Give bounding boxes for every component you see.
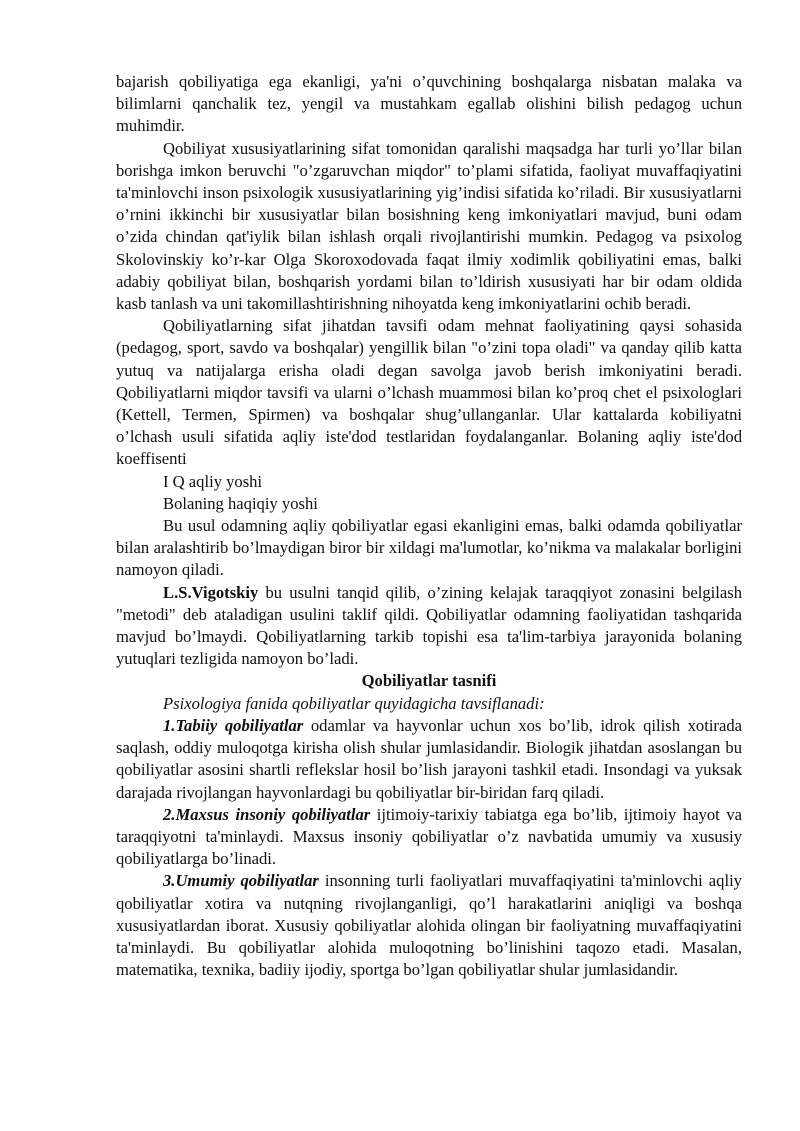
list-item-3-text: insonning turli faoliyatlari muvaffaqiyatini ta'minlovchi aqliy qobiliyatlar xotira va nutqning rivojlanganligi, qo’l harakatlarini aniqligi va boshqa xususiyatlardan iborat. Xususiy qobiliyatlar alohida olingan bir faoliyatning muvaffaqiyatini ta'minlaydi. Bu qobiliyatlar alohida muloqotning bo’linishini taqozo etadi. Masalan, matematika, texnika, badiiy ijodiy, sportga bo’lgan qobiliyatlar shular jumlasidandir. [116,871,742,980]
paragraph-3: Qobiliyatlarning sifat jihatdan tavsifi odam mehnat faoliyatining qaysi sohasida (pedagog, sport, savdo va boshqalar) yengillik bilan "o’zini topa oladi" va qanday qilib katta yutuq va natijalarga erisha oladi degan savolga javob berish imkoniyatini beradi. Qobiliyatlarni miqdor tavsifi va ularni o’lchash muammosi bilan ko’proq chet el psixologlari (Kettell, Termen, Spirmen) va boshqalar shug’ullanganlar. Ular kattalarda kobiliyatni o’lchash usuli sifatida aqliy iste'dod testlaridan foydalanganlar. Bolaning aqliy iste'dod koeffisenti [116,316,742,469]
list-item-2-title: 2.Maxsus insoniy qobiliyatlar [163,804,371,824]
paragraph-4: Bu usul odamning aqliy qobiliyatlar egasi ekanligini emas, balki odamda qobiliyatlar bilan aralashtirib bo’lmaydigan biror bir xildagi ma'lumotlar, ko’nikma va malakalar borligini namoyon qiladi. [116,516,742,580]
formula-numerator: I Q aqliy yoshi [163,471,263,491]
section-heading: Qobiliyatlar tasnifi [361,671,497,691]
paragraph-5-text: bu usulni tanqid qilib, o’zining kelajak taraqqiyot zonasini belgilash "metodi" deb ataladigan usulini taklif qildi. Qobiliyatlar odamning faoliyatidan tashqarida mavjud bo’lmaydi. Qobiliyatlarning tarkib topishi esa ta'lim-tarbiya jarayonida bolaning yutuqlari tezligida namoyon bo’ladi. [116,582,742,669]
list-item-2 [116,804,742,871]
formula-denominator: Bolaning haqiqiy yoshi [163,493,318,513]
paragraph-1: bajarish qobiliyatiga ega ekanligi, ya'ni o’quvchining boshqalarga nisbatan malaka va bilimlarni qanchalik tez, yengil va mustahkam egallab olishini bilish pedagog uchun muhimdir. [116,72,742,136]
paragraph-5 [116,582,742,671]
list-item-1-text: odamlar va hayvonlar uchun xos bo’lib, idrok qilish xotirada saqlash, oddiy muloqotga kirisha olish shular jumlasidandir. Biologik jihatdan asoslangan bu qobiliyatlar asosini shartli reflekslar hosil bo’lish jarayoni tashkil etadi. Insondagi va yuksak darajada rivojlangan hayvonlardagi bu qobiliyatlar bir-biridan farq qiladi. [116,715,742,802]
list-item-2-text: ijtimoiy-tarixiy tabiatga ega bo’lib, ijtimoiy hayot va taraqqiyotni ta'minlaydi. Maxsus insoniy qobiliyatlar o’z navbatida umumiy va xususiy qobiliyatlarga bo’linadi. [116,804,742,869]
author-name: L.S.Vigotskiy [163,582,259,602]
list-item-3 [116,870,742,981]
paragraph-2: Qobiliyat xususiyatlarining sifat tomonidan qaralishi maqsadga har turli yo’llar bilan borishga imkon beruvchi "o’zgaruvchan miqdor" to’plami sifatida, faoliyat muvaffaqiyatini ta'minlovchi inson psixologik xususiyatlarining yig’indisi sifatida ko’riladi. Bir xususiyatlarni o’rnini ikkinchi bir xususiyatlar bilan bosishning keng imkoniyatlari mavjud, buni odam o’zida chindan qat'iylik bilan ishlash orqali rivojlantirishi mumkin. Pedagog va psixolog Skolovinskiy ko’r-kar Olga Skoroxodovada faqat ilmiy xodimlik qobiliyatini emas, balki adabiy qobiliyat bilan, boshqarish yordami bilan to’ldirish xususiyati har bir odam oldida kasb tanlash va uni takomillashtirishning nihoyatda keng imkoniyatlarini ochib beradi. [116,138,742,314]
list-item-1-title: 1.Tabiiy qobiliyatlar [163,715,304,735]
intro-line: Psixologiya fanida qobiliyatlar quyidagicha tavsiflanadi: [163,693,545,713]
document-page [116,71,742,981]
list-item-1 [116,715,742,804]
list-item-3-title: 3.Umumiy qobiliyatlar [163,871,319,891]
